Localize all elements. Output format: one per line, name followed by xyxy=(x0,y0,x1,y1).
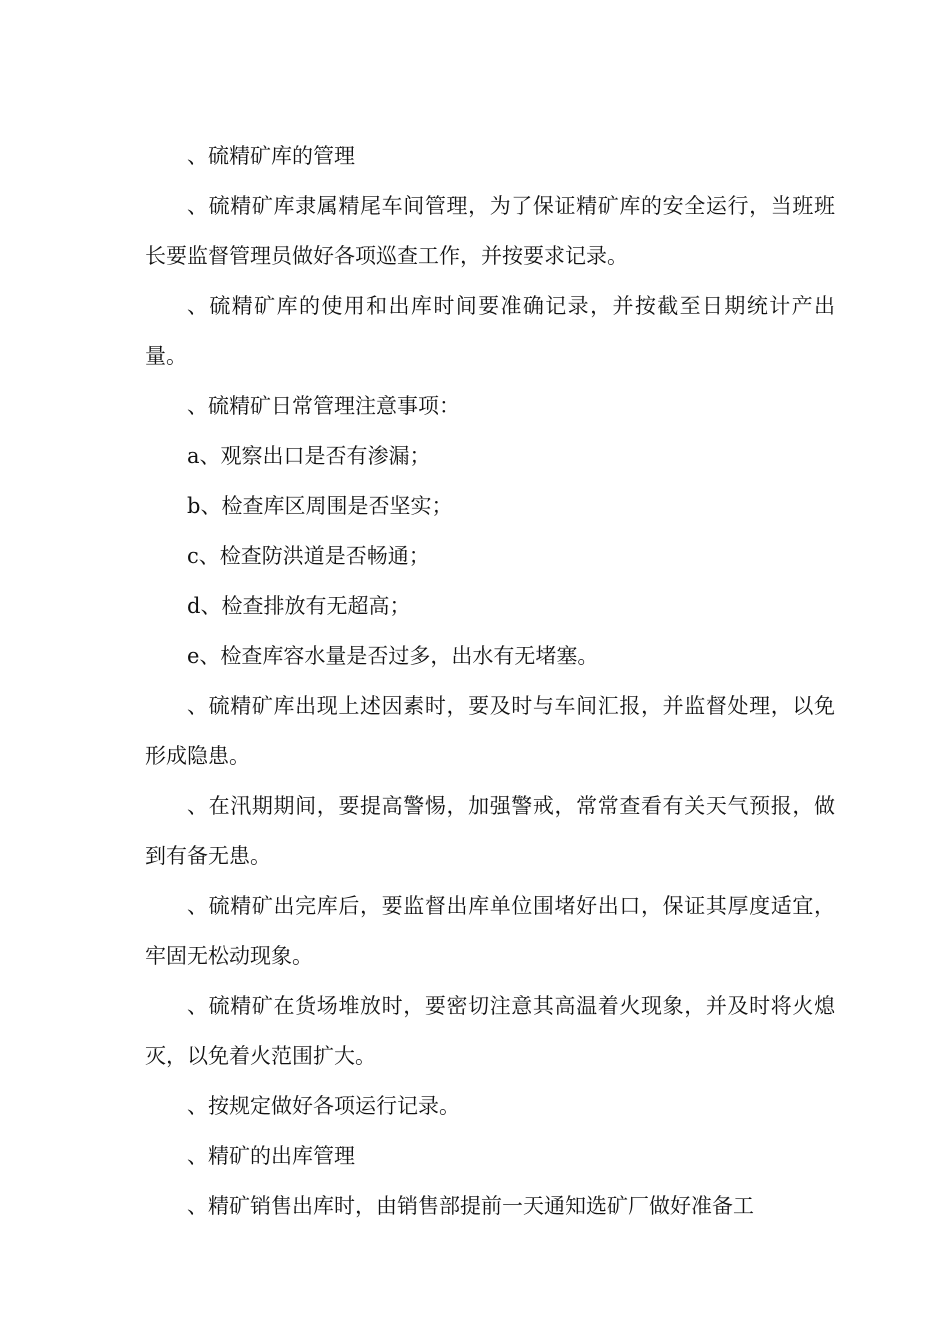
paragraph-heading-concentrate-outbound: 、精矿的出库管理 xyxy=(187,1144,355,1168)
list-item: e、检查库容水量是否过多，出水有无堵塞。 xyxy=(187,644,599,668)
paragraph: 、在汛期期间，要提高警惕，加强警戒，常常查看有关天气预报，做到有备无患。 xyxy=(145,794,835,868)
paragraph: 、硫精矿库的使用和出库时间要准确记录，并按截至日期统计产出量。 xyxy=(145,294,835,368)
paragraph: 、硫精矿库隶属精尾车间管理，为了保证精矿库的安全运行，当班班长要监督管理员做好各项巡查工作，并按要求记录。 xyxy=(145,194,835,268)
paragraph: 、硫精矿库出现上述因素时，要及时与车间汇报，并监督处理，以免形成隐患。 xyxy=(145,694,835,768)
paragraph-heading-sulfur-storage: 、硫精矿库的管理 xyxy=(187,144,355,168)
paragraph: 、硫精矿日常管理注意事项： xyxy=(187,394,460,418)
paragraph: 、硫精矿出完库后，要监督出库单位围堵好出口，保证其厚度适宜，牢固无松动现象。 xyxy=(145,894,835,968)
paragraph: 、按规定做好各项运行记录。 xyxy=(187,1094,460,1118)
list-item: c、检查防洪道是否畅通； xyxy=(187,544,430,568)
list-item: d、检查排放有无超高； xyxy=(187,594,411,618)
paragraph: 、精矿销售出库时，由销售部提前一天通知选矿厂做好准备工 xyxy=(187,1194,754,1218)
paragraph: 、硫精矿在货场堆放时，要密切注意其高温着火现象，并及时将火熄灭，以免着火范围扩大。 xyxy=(145,994,835,1068)
list-item: a、观察出口是否有渗漏； xyxy=(187,444,431,468)
document-body xyxy=(145,131,835,1231)
list-item: b、检查库区周围是否坚实； xyxy=(187,494,453,518)
